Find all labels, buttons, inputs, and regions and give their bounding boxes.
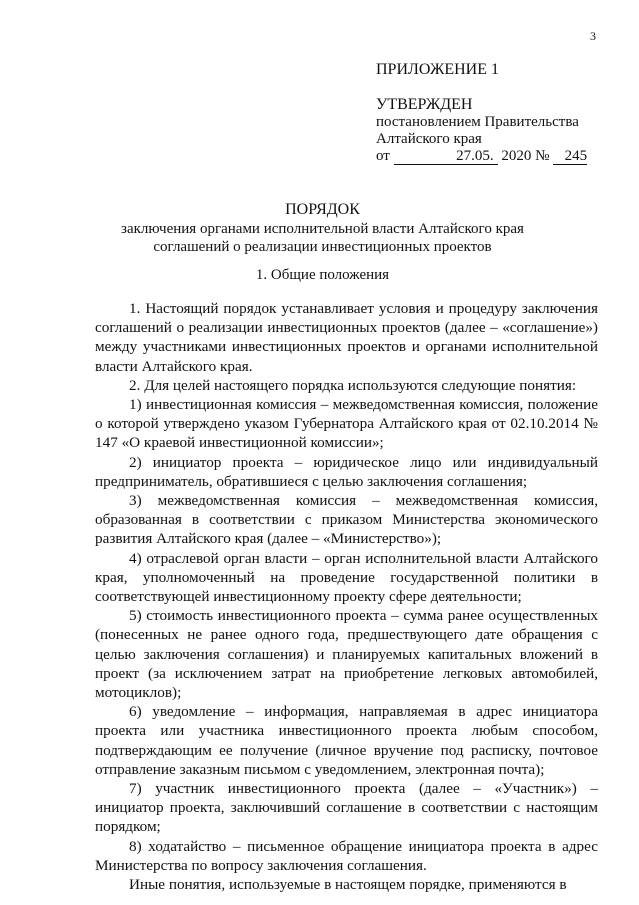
paragraph: 8) ходатайство – письменное обращение инициатора проекта в адрес Министерства по вопросу заключения соглашения.	[95, 837, 598, 874]
approval-line-1: постановлением Правительства	[376, 114, 579, 130]
title-line-2: соглашений о реализации инвестиционных проектов	[153, 239, 492, 255]
document-body	[95, 299, 598, 894]
paragraph: 2) инициатор проекта – юридическое лицо или индивидуальный предприниматель, обратившиеся с целью заключения соглашения;	[95, 453, 598, 490]
paragraph: 6) уведомление – информация, направляемая в адрес инициатора проекта или участника инвестиционного проекта любым способом, подтверждающим ее получение (личное вручение под расписку, почтовое отправление заказным письмом с уведомлением, электронная почта);	[95, 703, 598, 778]
approval-year: 2020	[501, 148, 532, 164]
paragraph: 4) отраслевой орган власти – орган исполнительной власти Алтайского края, уполномоченный на проведение государственной политики в соответствующей инвестиционному проекту сфере деятельности;	[95, 549, 598, 606]
paragraph: 7) участник инвестиционного проекта (далее – «Участник») – инициатор проекта, заключивший соглашение в соответствии с настоящим порядком;	[95, 780, 598, 836]
approval-number: 245	[553, 149, 587, 165]
approval-date: 27.05.	[394, 149, 498, 165]
approval-line-2: Алтайского края	[376, 131, 482, 147]
paragraph: 5) стоимость инвестиционного проекта – сумма ранее осуществленных (понесенных не ранее одного года, предшествующего дате обращения с целью заключения соглашения) и планируемых капитальных вложений в проект (за исключением затрат на приобретение легковых автомобилей, мотоциклов);	[95, 607, 598, 702]
document-title	[80, 200, 565, 256]
page-number: 3	[590, 29, 596, 43]
title-heading: ПОРЯДОК	[285, 201, 360, 218]
appendix-label: ПРИЛОЖЕНИЕ 1	[376, 61, 500, 78]
paragraph: 2. Для целей настоящего порядка используются следующие понятия:	[129, 376, 577, 394]
paragraph: Иные понятия, используемые в настоящем порядке, применяются в	[129, 876, 567, 894]
approval-block	[376, 60, 606, 165]
paragraph: 1. Настоящий порядок устанавливает условия и процедуру заключения соглашений о реализации инвестиционных проектов (далее – «соглашение») между участниками инвестиционных проектов и органами исполнительной власти Алтайского края.	[95, 300, 598, 375]
approval-date-line	[376, 148, 606, 165]
number-label: №	[535, 148, 550, 164]
paragraph: 1) инвестиционная комиссия – межведомственная комиссия, положение о которой утверждено указом Губернатора Алтайского края от 02.10.2014 № 147 «О краевой инвестиционной комиссии»;	[95, 396, 598, 452]
approved-label: УТВЕРЖДЕН	[376, 96, 473, 113]
paragraph: 3) межведомственная комиссия – межведомственная комиссия, образованная в соответствии с приказом Министерства экономического развития Алтайского края (далее – «Министерство»);	[95, 492, 598, 548]
section-heading: 1. Общие положения	[255, 267, 390, 283]
title-line-1: заключения органами исполнительной власти Алтайского края	[121, 221, 524, 237]
from-label: от	[376, 148, 390, 164]
